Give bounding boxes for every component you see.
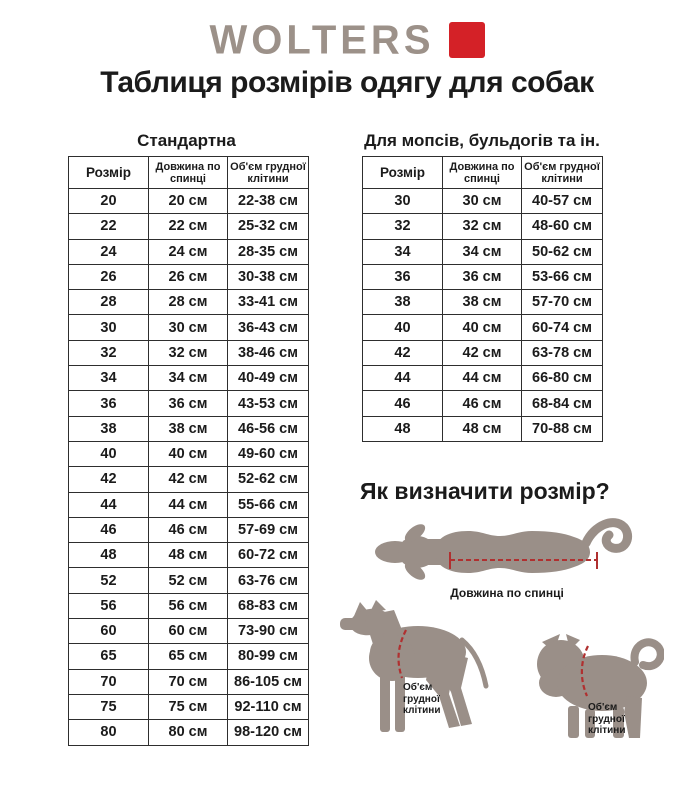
table-cell: 34 xyxy=(363,239,443,264)
table-cell: 24 см xyxy=(149,239,228,264)
table-cell: 46 xyxy=(69,517,149,542)
table-cell: 52 см xyxy=(149,568,228,593)
table-cell: 34 см xyxy=(149,366,228,391)
table-cell: 75 xyxy=(69,694,149,719)
table-row xyxy=(363,264,603,289)
table-row xyxy=(69,340,309,365)
table-cell: 38 xyxy=(363,290,443,315)
table-header-row xyxy=(69,157,309,189)
table-row xyxy=(363,189,603,214)
table-row xyxy=(363,416,603,441)
table-cell: 33-41 см xyxy=(228,290,309,315)
column-header-back-length: Довжина по спинці xyxy=(149,157,228,189)
table-cell: 55-66 см xyxy=(228,492,309,517)
table-row xyxy=(363,340,603,365)
table-cell: 30 xyxy=(69,315,149,340)
table-cell: 24 xyxy=(69,239,149,264)
table-cell: 80 xyxy=(69,720,149,745)
brand-logo-red-square xyxy=(449,22,485,58)
table-cell: 57-70 см xyxy=(522,290,603,315)
table-cell: 28 xyxy=(69,290,149,315)
table-cell: 20 см xyxy=(149,189,228,214)
table-cell: 49-60 см xyxy=(228,441,309,466)
table-cell: 46-56 см xyxy=(228,416,309,441)
table-cell: 34 см xyxy=(443,239,522,264)
table-cell: 48 см xyxy=(443,416,522,441)
table-cell: 80-99 см xyxy=(228,644,309,669)
table-row xyxy=(69,366,309,391)
table-cell: 57-69 см xyxy=(228,517,309,542)
table-header-row xyxy=(363,157,603,189)
column-header-chest: Об'єм грудної клітини xyxy=(522,157,603,189)
table-cell: 40-57 см xyxy=(522,189,603,214)
table-cell: 86-105 см xyxy=(228,669,309,694)
table-row xyxy=(69,568,309,593)
table-cell: 34 xyxy=(69,366,149,391)
table-cell: 65 см xyxy=(149,644,228,669)
table-row xyxy=(69,492,309,517)
table-cell: 44 см xyxy=(443,366,522,391)
table-cell: 80 см xyxy=(149,720,228,745)
table-row xyxy=(69,543,309,568)
table-cell: 36 xyxy=(69,391,149,416)
table-cell: 70-88 см xyxy=(522,416,603,441)
table-cell: 42 см xyxy=(149,467,228,492)
column-header-chest: Об'єм грудної клітини xyxy=(228,157,309,189)
table-cell: 46 см xyxy=(149,517,228,542)
table-row xyxy=(69,239,309,264)
table-cell: 46 см xyxy=(443,391,522,416)
table-cell: 38 см xyxy=(443,290,522,315)
table-cell: 22 см xyxy=(149,214,228,239)
table-cell: 56 xyxy=(69,593,149,618)
table-cell: 60-72 см xyxy=(228,543,309,568)
table-cell: 53-66 см xyxy=(522,264,603,289)
table-cell: 38 см xyxy=(149,416,228,441)
table-row xyxy=(363,315,603,340)
table-row xyxy=(69,416,309,441)
table-cell: 70 xyxy=(69,669,149,694)
table-cell: 40-49 см xyxy=(228,366,309,391)
table-row xyxy=(69,517,309,542)
table-cell: 63-78 см xyxy=(522,340,603,365)
table-cell: 68-83 см xyxy=(228,593,309,618)
table-cell: 32 xyxy=(363,214,443,239)
how-to-title: Як визначити розмір? xyxy=(360,478,610,504)
table-cell: 40 см xyxy=(443,315,522,340)
table-cell: 32 см xyxy=(149,340,228,365)
table-cell: 52 xyxy=(69,568,149,593)
table-cell: 42 xyxy=(363,340,443,365)
table-row xyxy=(69,315,309,340)
table-row xyxy=(69,669,309,694)
table-row xyxy=(363,214,603,239)
table-cell: 44 см xyxy=(149,492,228,517)
table-cell: 26 xyxy=(69,264,149,289)
table-cell: 22-38 см xyxy=(228,189,309,214)
table-cell: 32 см xyxy=(443,214,522,239)
table-cell: 40 xyxy=(363,315,443,340)
table-cell: 75 см xyxy=(149,694,228,719)
pugs-table-title: Для мопсів, бульдогів та ін. xyxy=(364,131,600,150)
table-cell: 66-80 см xyxy=(522,366,603,391)
table-row xyxy=(69,189,309,214)
page-title: Таблиця розмірів одягу для собак xyxy=(100,66,594,99)
table-cell: 38 xyxy=(69,416,149,441)
table-row xyxy=(69,619,309,644)
table-cell: 22 xyxy=(69,214,149,239)
table-cell: 52-62 см xyxy=(228,467,309,492)
table-cell: 48 см xyxy=(149,543,228,568)
standard-table-title: Стандартна xyxy=(137,131,236,150)
table-cell: 60 см xyxy=(149,619,228,644)
table-row xyxy=(69,644,309,669)
table-cell: 36-43 см xyxy=(228,315,309,340)
table-row xyxy=(69,694,309,719)
column-header-size: Розмір xyxy=(69,157,149,189)
table-cell: 28-35 см xyxy=(228,239,309,264)
table-cell: 32 xyxy=(69,340,149,365)
table-row xyxy=(69,391,309,416)
table-row xyxy=(69,720,309,745)
table-row xyxy=(69,214,309,239)
table-row xyxy=(69,290,309,315)
table-row xyxy=(363,239,603,264)
column-header-size: Розмір xyxy=(363,157,443,189)
table-cell: 42 см xyxy=(443,340,522,365)
table-cell: 48 xyxy=(69,543,149,568)
table-row xyxy=(363,290,603,315)
table-cell: 42 xyxy=(69,467,149,492)
table-cell: 30 xyxy=(363,189,443,214)
table-row xyxy=(363,391,603,416)
standard-size-table xyxy=(68,156,309,746)
brand-logo-text: WOLTERS xyxy=(209,17,435,63)
table-cell: 70 см xyxy=(149,669,228,694)
table-row xyxy=(69,467,309,492)
table-cell: 48-60 см xyxy=(522,214,603,239)
table-cell: 68-84 см xyxy=(522,391,603,416)
table-cell: 26 см xyxy=(149,264,228,289)
table-cell: 40 см xyxy=(149,441,228,466)
dog-side-view-illustration xyxy=(330,598,492,738)
table-cell: 30-38 см xyxy=(228,264,309,289)
dog-top-view-illustration xyxy=(373,510,641,592)
table-cell: 63-76 см xyxy=(228,568,309,593)
table-row xyxy=(363,366,603,391)
table-cell: 36 xyxy=(363,264,443,289)
table-cell: 48 xyxy=(363,416,443,441)
brand-logo xyxy=(0,17,694,63)
table-cell: 46 xyxy=(363,391,443,416)
table-cell: 56 см xyxy=(149,593,228,618)
table-cell: 30 см xyxy=(149,315,228,340)
table-cell: 30 см xyxy=(443,189,522,214)
table-cell: 44 xyxy=(69,492,149,517)
back-length-label: Довжина по спинці xyxy=(450,586,564,600)
table-cell: 38-46 см xyxy=(228,340,309,365)
column-header-back-length: Довжина по спинці xyxy=(443,157,522,189)
chest-girth-label: Об'єм грудної клітини xyxy=(403,682,441,716)
table-cell: 25-32 см xyxy=(228,214,309,239)
table-cell: 20 xyxy=(69,189,149,214)
table-row xyxy=(69,441,309,466)
table-cell: 60-74 см xyxy=(522,315,603,340)
table-cell: 28 см xyxy=(149,290,228,315)
pugs-size-table xyxy=(362,156,603,442)
table-cell: 40 xyxy=(69,441,149,466)
table-row xyxy=(69,593,309,618)
table-row xyxy=(69,264,309,289)
chest-girth-label: Об'єм грудної клітини xyxy=(588,702,626,736)
table-cell: 44 xyxy=(363,366,443,391)
table-cell: 36 см xyxy=(443,264,522,289)
table-cell: 73-90 см xyxy=(228,619,309,644)
table-cell: 92-110 см xyxy=(228,694,309,719)
table-cell: 36 см xyxy=(149,391,228,416)
table-cell: 65 xyxy=(69,644,149,669)
table-cell: 50-62 см xyxy=(522,239,603,264)
table-cell: 60 xyxy=(69,619,149,644)
table-cell: 98-120 см xyxy=(228,720,309,745)
table-cell: 43-53 см xyxy=(228,391,309,416)
